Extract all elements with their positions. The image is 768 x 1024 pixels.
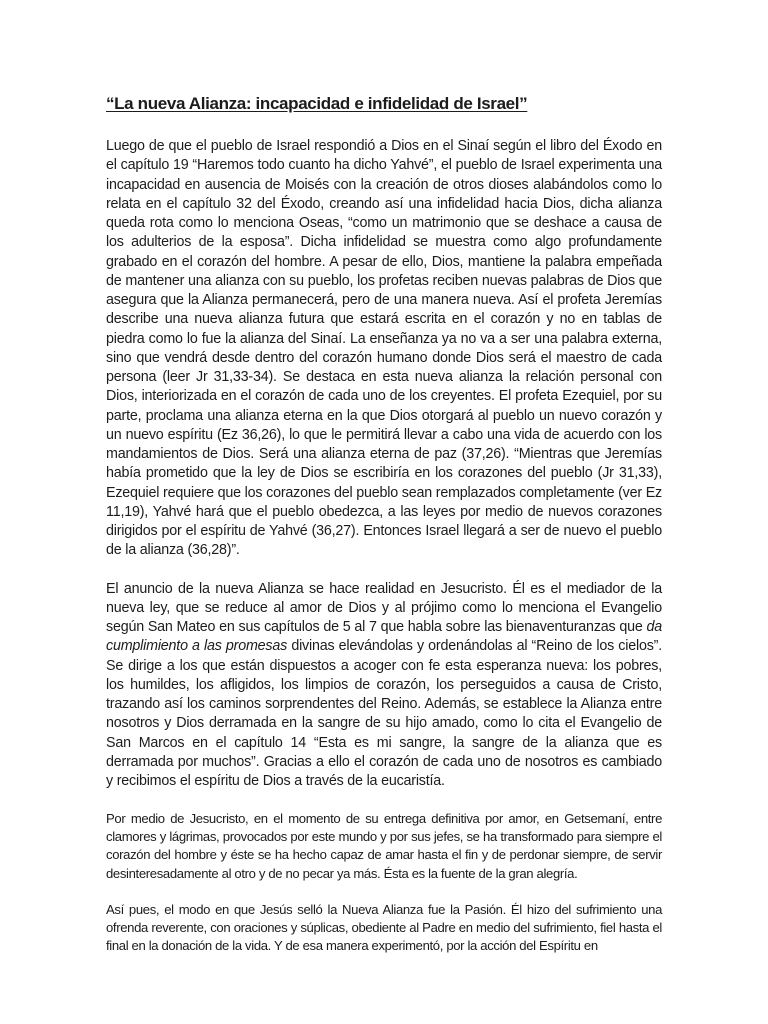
paragraph-nueva-alianza: Luego de que el pueblo de Israel respondió a Dios en el Sinaí según el libro del Éxodo en el capítulo 19 “Haremos todo cuanto ha dicho Yahvé”, el pueblo de Israel experimenta una incapacidad en ausencia de Moisés con la creación de otros dioses alabándolos como lo relata en el capítulo 32 del Éxodo, creando así una infidelidad hacia Dios, dicha alianza queda rota como lo menciona Oseas, “como un matrimonio que se deshace a causa de los adulterios de la esposa”. Dicha infidelidad se muestra como algo profundamente grabado en el corazón del hombre. A pesar de ello, Dios, mantiene la palabra empeñada de mantener una alianza con su pueblo, los profetas reciben nuevas palabras de Dios que asegura que la Alianza permanecerá, pero de una manera nueva. Así el profeta Jeremías describe una nueva alianza futura que estará escrita en el corazón y no en tablas de piedra como lo fue la alianza del Sinaí. La enseñanza ya no va a ser una palabra externa, sino que vendrá desde dentro del corazón humano donde Dios será el maestro de cada persona (leer Jr 31,33-34). Se destaca en esta nueva alianza la relación personal con Dios, interiorizada en el corazón de cada uno de los creyentes. El profeta Ezequiel, por su parte, proclama una alianza eterna en la que Dios otorgará al pueblo un nuevo corazón y un nuevo espíritu (Ez 36,26), lo que le permitirá llevar a cabo una vida de acuerdo con los mandamientos de Dios. Será una alianza eterna de paz (37,26). “Mientras que Jeremías había prometido que la ley de Dios se escribiría en los corazones del pueblo (Jr 31,33), Ezequiel requiere que los corazones del pueblo sean remplazados completamente (ver Ez 11,19), Yahvé hará que el pueblo obedezca, a las leyes por medio de nuevos corazones dirigidos por el espíritu de Yahvé (36,27). Entonces Israel llegará a ser de nuevo el pueblo de la alianza (36,28)”.	[106, 138, 662, 559]
italic-phrase: da cumplimiento a las promesas	[106, 619, 662, 655]
paragraph-pasion: Así pues, el modo en que Jesús selló la Nueva Alianza fue la Pasión. Él hizo del sufrimiento una ofrenda reverente, con oraciones y súplicas, obediente al Padre en medio del sufrimiento, fiel hasta el final en la donación de la vida. Y de esa manera experimentó, por la acción del Espíritu en	[106, 901, 662, 953]
paragraph-getsemani: Por medio de Jesucristo, en el momento de su entrega definitiva por amor, en Getsemaní, entre clamores y lágrimas, provocados por este mundo y por sus jefes, se ha transformado para siempre el corazón del hombre y éste se ha hecho capaz de amar hasta el fin y de perdonar siempre, de servir desinteresadamente al otro y de no pecar ya más. Ésta es la fuente de la gran alegría.	[106, 811, 662, 881]
paragraph-text-after-italic: divinas elevándolas y ordenándolas al “Reino de los cielos”. Se dirige a los que están dispuestos a acoger con fe esta esperanza nueva: los pobres, los humildes, los afligidos, los limpios de corazón, los perseguidos a causa de Cristo, trazando así los caminos sorprendentes del Reino. Además, se establece la Alianza entre nosotros y Dios derramada en la sangre de su hijo amado, como lo cita el Evangelio de San Marcos en el capítulo 14 “Esta es mi sangre, la sangre de la alianza que es derramada por muchos”. Gracias a ello el corazón de cada uno de nosotros es cambiado y recibimos el espíritu de Dios a través de la eucaristía.	[106, 638, 662, 789]
paragraph-text-before-italic: El anuncio de la nueva Alianza se hace realidad en Jesucristo. Él es el mediador de la nueva ley, que se reduce al amor de Dios y al prójimo como lo menciona el Evangelio según San Mateo en sus capítulos de 5 al 7 que habla sobre las bienaventuranzas que	[106, 580, 662, 635]
document-title: “La nueva Alianza: incapacidad e infidelidad de Israel”	[106, 94, 528, 113]
paragraph-jesucristo-mediador	[106, 580, 662, 792]
document-page	[106, 90, 662, 955]
